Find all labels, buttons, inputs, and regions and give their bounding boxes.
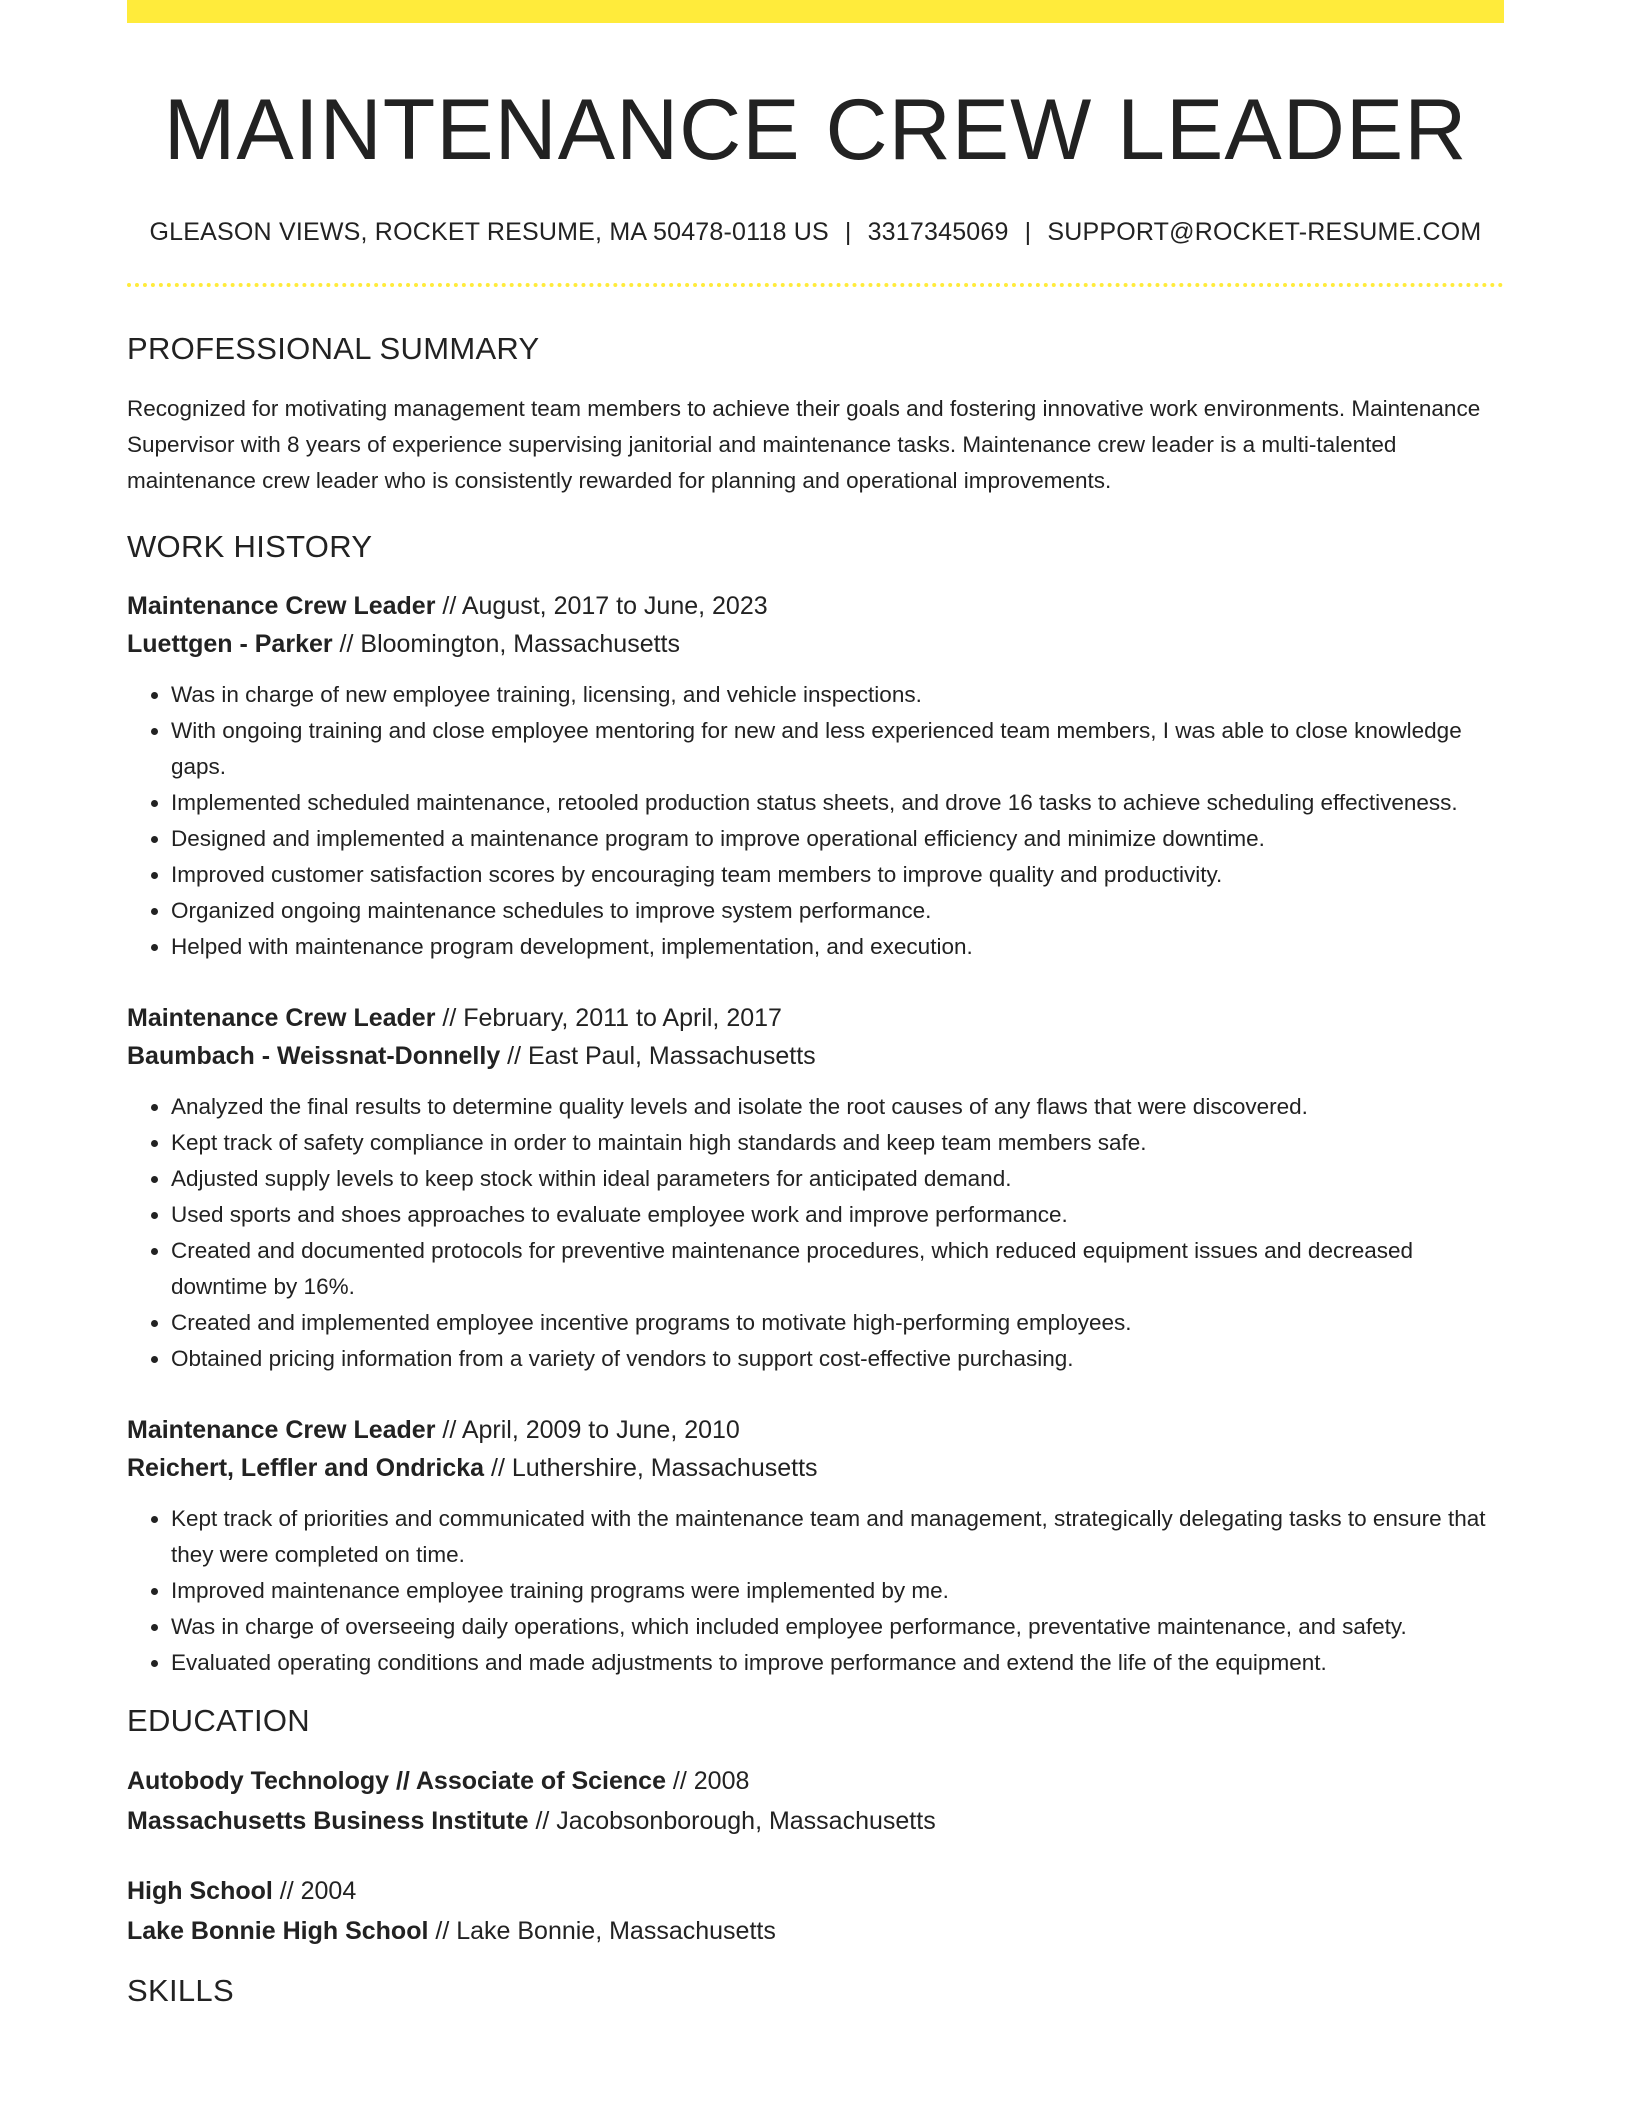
contact-email: SUPPORT@ROCKET-RESUME.COM <box>1047 218 1482 247</box>
education-degree-line <box>127 1761 1504 1801</box>
section-title-summary: PROFESSIONAL SUMMARY <box>127 331 540 367</box>
job-location: // Luthershire, Massachusetts <box>484 1454 818 1483</box>
job-bullet-item: • Created and documented protocols for preventive maintenance procedures, which reduced equipment issues and decreased downtime by 16%. <box>171 1233 1504 1305</box>
dotted-divider <box>127 283 1504 287</box>
education-school: Lake Bonnie High School <box>127 1917 429 1946</box>
job-dates: // August, 2017 to June, 2023 <box>435 592 768 621</box>
job-dates: // April, 2009 to June, 2010 <box>435 1416 740 1445</box>
job-title-line <box>127 587 1504 625</box>
job-role: Maintenance Crew Leader <box>127 1004 436 1033</box>
contact-separator: | <box>1024 218 1032 247</box>
job-bullet-item: • With ongoing training and close employee mentoring for new and less experienced team members, I was able to close knowledge gaps. <box>171 713 1504 785</box>
job-bullet-item: • Designed and implemented a maintenance program to improve operational efficiency and minimize downtime. <box>171 821 1504 857</box>
section-title-skills: SKILLS <box>127 1973 234 2009</box>
education-degree: High School <box>127 1877 273 1906</box>
job-title-line <box>127 1411 1504 1449</box>
work-history-list <box>127 587 1504 1681</box>
job-bullet-item: • Helped with maintenance program development, implementation, and execution. <box>171 929 1504 965</box>
job-role: Maintenance Crew Leader <box>127 1416 436 1445</box>
education-year: // 2008 <box>665 1767 750 1796</box>
section-title-education: EDUCATION <box>127 1703 310 1739</box>
job-bullet-item: • Evaluated operating conditions and made adjustments to improve performance and extend the life of the equipment. <box>171 1645 1504 1681</box>
contact-address: GLEASON VIEWS, ROCKET RESUME, MA 50478-0118 US <box>149 218 829 247</box>
summary-text: Recognized for motivating management team members to achieve their goals and fostering innovative work environments. Maintenance Supervisor with 8 years of experience supervising janitorial and maintenance tasks. Maintenance crew leader is a multi-talented maintenance crew leader who is consistently rewarded for planning and operational improvements. <box>127 396 1481 494</box>
job-entry <box>127 999 1504 1377</box>
job-company-line <box>127 625 1504 663</box>
education-entry <box>127 1761 1504 1841</box>
education-school: Massachusetts Business Institute <box>127 1807 529 1836</box>
job-bullet-item: • Was in charge of overseeing daily operations, which included employee performance, preventative maintenance, and safety. <box>171 1609 1504 1645</box>
job-bullet-item: • Improved customer satisfaction scores by encouraging team members to improve quality and productivity. <box>171 857 1504 893</box>
resume-title: MAINTENANCE CREW LEADER <box>163 82 1468 178</box>
job-bullet-item: • Analyzed the final results to determine quality levels and isolate the root causes of any flaws that were discovered. <box>171 1089 1504 1125</box>
job-bullet-item: • Kept track of priorities and communicated with the maintenance team and management, strategically delegating tasks to ensure that they were completed on time. <box>171 1501 1504 1573</box>
job-role: Maintenance Crew Leader <box>127 592 436 621</box>
job-bullet-item: • Created and implemented employee incentive programs to motivate high-performing employees. <box>171 1305 1504 1341</box>
job-company: Luettgen - Parker <box>127 630 333 659</box>
job-location: // East Paul, Massachusetts <box>500 1042 816 1071</box>
job-entry <box>127 587 1504 965</box>
job-bullet-item: • Kept track of safety compliance in order to maintain high standards and keep team members safe. <box>171 1125 1504 1161</box>
contact-line <box>127 218 1504 247</box>
job-title-line <box>127 999 1504 1037</box>
education-degree: Autobody Technology // Associate of Science <box>127 1767 666 1796</box>
job-company-line <box>127 1037 1504 1075</box>
contact-phone: 3317345069 <box>867 218 1009 247</box>
accent-top-bar <box>127 0 1504 23</box>
job-bullets <box>127 1089 1504 1377</box>
job-bullet-item: • Adjusted supply levels to keep stock within ideal parameters for anticipated demand. <box>171 1161 1504 1197</box>
resume-page <box>127 0 1504 2009</box>
job-location: // Bloomington, Massachusetts <box>332 630 680 659</box>
education-location: // Jacobsonborough, Massachusetts <box>528 1807 936 1836</box>
job-bullets <box>127 1501 1504 1681</box>
section-title-work-history: WORK HISTORY <box>127 529 373 565</box>
job-bullet-item: • Used sports and shoes approaches to evaluate employee work and improve performance. <box>171 1197 1504 1233</box>
job-bullet-item: • Implemented scheduled maintenance, retooled production status sheets, and drove 16 tasks to achieve scheduling effectiveness. <box>171 785 1504 821</box>
job-bullet-item: • Obtained pricing information from a variety of vendors to support cost-effective purchasing. <box>171 1341 1504 1377</box>
education-list <box>127 1761 1504 1951</box>
job-company: Baumbach - Weissnat-Donnelly <box>127 1042 501 1071</box>
job-company-line <box>127 1449 1504 1487</box>
education-year: // 2004 <box>272 1877 357 1906</box>
job-company: Reichert, Leffler and Ondricka <box>127 1454 485 1483</box>
education-entry <box>127 1871 1504 1951</box>
job-bullet-item: • Organized ongoing maintenance schedules to improve system performance. <box>171 893 1504 929</box>
job-bullet-item: • Was in charge of new employee training, licensing, and vehicle inspections. <box>171 677 1504 713</box>
job-dates: // February, 2011 to April, 2017 <box>435 1004 782 1033</box>
education-location: // Lake Bonnie, Massachusetts <box>428 1917 776 1946</box>
job-bullet-item: • Improved maintenance employee training programs were implemented by me. <box>171 1573 1504 1609</box>
education-school-line <box>127 1911 1504 1951</box>
job-bullets <box>127 677 1504 965</box>
education-school-line <box>127 1801 1504 1841</box>
education-degree-line <box>127 1871 1504 1911</box>
job-entry <box>127 1411 1504 1681</box>
contact-separator: | <box>844 218 852 247</box>
